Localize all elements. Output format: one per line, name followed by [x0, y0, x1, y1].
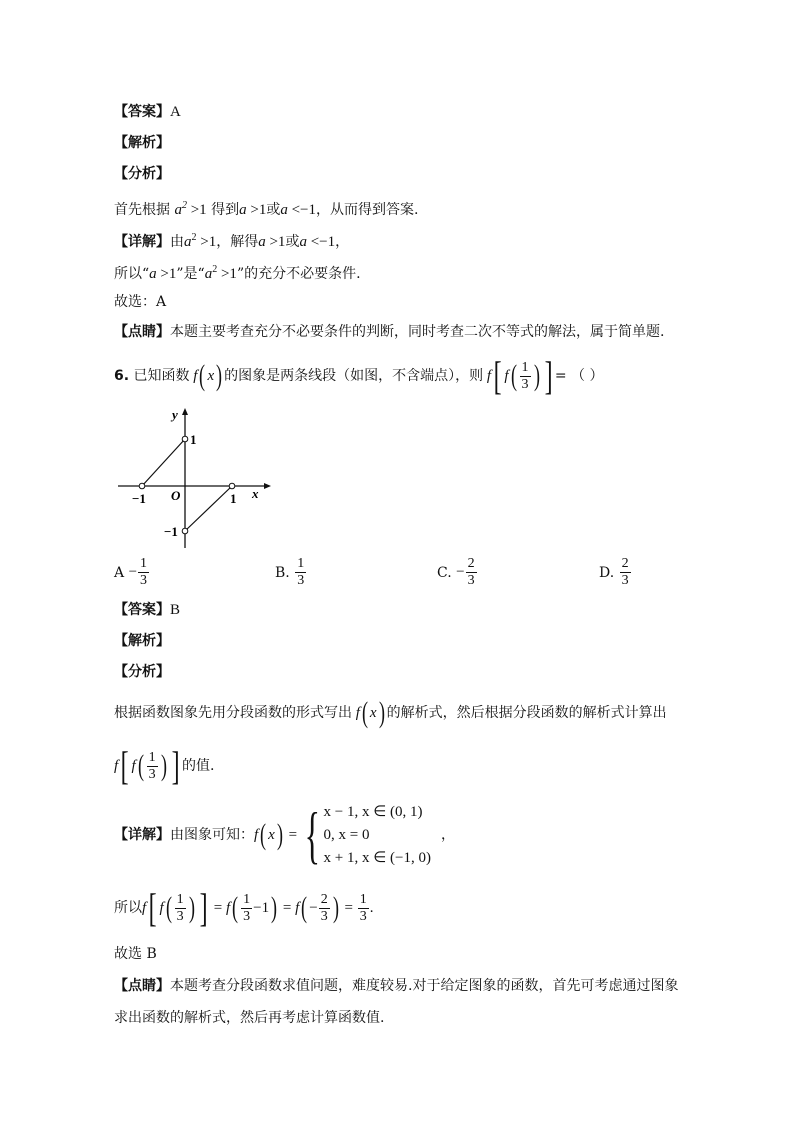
comment-tag: 【点睛】 [114, 978, 170, 994]
option-fraction: $\frac{1}{3}$ [140, 556, 148, 588]
option-fraction: $\frac{1}{3}$ [297, 556, 305, 588]
piecewise-cases [324, 801, 431, 870]
y-axis-label: y [172, 407, 178, 422]
function-graph [114, 405, 274, 550]
fenxi-text: 的解析式，然后根据分段函数的解析式计算出 [386, 705, 667, 721]
case-row: 0, x = 0 [323, 826, 370, 843]
option-a[interactable] [114, 556, 150, 589]
option-letter: A [114, 564, 125, 581]
detail-text: ，解得 [216, 234, 259, 250]
fenxi-text: 得到 [211, 202, 240, 218]
question-number: 6. [114, 368, 130, 384]
stem-text: = （ ） [554, 368, 604, 384]
option-c[interactable] [437, 556, 478, 589]
y-axis-arrow [182, 408, 188, 415]
tick-x-neg: −1 [132, 491, 146, 506]
answer-tag: 【答案】 [114, 104, 170, 120]
comment-tag: 【点睛】 [114, 324, 170, 340]
open-point [139, 483, 145, 489]
fenxi-text: 或 [266, 202, 281, 218]
fenxi-text: 的值. [182, 758, 215, 774]
so-text: ”是“ [176, 266, 205, 282]
open-point [182, 528, 188, 534]
q5-detail-line: 【详解】由$a^2 >1$，解得a >1或a <−1， [114, 232, 350, 250]
choice-text: 故选：A [114, 294, 167, 310]
q5-answer-line [114, 102, 181, 122]
analysis-tag: 【解析】 [114, 633, 170, 649]
choice-text: 故选 B [114, 946, 157, 962]
detail-text: 由图象可知： [170, 827, 254, 843]
q5-choice-line [114, 292, 166, 312]
detail-text: 由 [170, 234, 184, 250]
case-row: x + 1, x ∈ (−1, 0) [323, 849, 432, 866]
so-text: 所以“ [114, 266, 150, 282]
open-point [229, 483, 235, 489]
origin-label: O [171, 488, 181, 503]
option-d[interactable] [599, 556, 632, 589]
comment-text: 求出函数的解析式，然后再考虑计算函数值. [114, 1010, 385, 1026]
option-letter: B. [275, 564, 290, 581]
detail-tag: 【详解】 [114, 234, 170, 250]
q6-so-line: 所以 f [ f ( $\frac{1}{3}$ ) ] = f ( $\frac{1}{3}$ −1 ) = f ( − $\frac{2}{3}$ ) = $\frac{1}{3}$ . [114, 885, 374, 930]
so-text: ”的充分不必要条件. [236, 266, 361, 282]
q6-fenxi-text-2: f [ f ( $\frac{1}{3}$ ) ] 的值. [114, 743, 215, 788]
x-axis-label: x [252, 486, 259, 501]
q5-fenxi-text: 首先根据 $a^2 >1$ 得到a >1或a <−1，从而得到答案. [114, 200, 419, 218]
detail-tag: 【详解】 [114, 827, 170, 843]
fenxi-tag: 【分析】 [114, 664, 170, 680]
tick-y-pos: 1 [190, 432, 197, 447]
math-a-squared: $a^2$ [174, 200, 187, 218]
option-letter: D. [599, 564, 615, 581]
case-row: x − 1, x ∈ (0, 1) [323, 803, 423, 820]
comment-text: 本题考查分段函数求值问题，难度较易.对于给定图象的函数，首先可考虑通过图象 [170, 978, 679, 994]
q5-fenxi-tag-line [114, 164, 170, 184]
detail-text: 或 [285, 234, 300, 250]
answer-tag: 【答案】 [114, 602, 170, 618]
detail-text: ， [335, 234, 350, 250]
tick-y-neg: −1 [164, 524, 178, 539]
fenxi-tag: 【分析】 [114, 166, 170, 182]
q5-so-line: 所以“a >1”是“$a^2 >1$”的充分不必要条件. [114, 264, 361, 282]
q6-analysis-line [114, 631, 170, 651]
q6-comment-line-2 [114, 1008, 384, 1028]
segment-left [142, 439, 185, 486]
segment-right [185, 486, 232, 531]
fenxi-text: 首先根据 [114, 202, 170, 218]
analysis-tag: 【解析】 [114, 135, 170, 151]
answer-value: B [170, 602, 181, 618]
so-text: 所以 [114, 900, 142, 916]
fenxi-text: ，从而得到答案. [316, 202, 419, 218]
option-letter: C. [437, 564, 452, 581]
cases-brace: { [304, 799, 320, 870]
q6-answer-line [114, 600, 180, 620]
fenxi-text: 根据函数图象先用分段函数的形式写出 [114, 705, 352, 721]
q6-fenxi-tag-line [114, 662, 170, 682]
q6-detail-line: 【详解】 由图象可知： f ( x ) = { x − 1, x ∈ (0, 1) 0, x = 0 x + 1, x ∈ (−1, 0) ， [114, 799, 456, 870]
open-point [182, 436, 188, 442]
stem-text: 的图象是两条线段（如图，不含端点），则 [224, 368, 484, 384]
q6-comment-line-1 [114, 976, 678, 996]
q5-comment-line [114, 322, 664, 342]
answer-value: A [170, 104, 181, 120]
option-sign: − [128, 564, 138, 580]
x-axis-arrow [264, 483, 271, 489]
option-b[interactable] [275, 556, 307, 589]
comment-text: 本题主要考查充分不必要条件的判断，同时考查二次不等式的解法，属于简单题. [170, 324, 665, 340]
option-sign: − [456, 564, 465, 580]
option-fraction: $\frac{2}{3}$ [621, 556, 629, 588]
detail-text: ， [441, 827, 456, 843]
q6-stem: 6. 已知函数 f ( x ) 的图象是两条线段（如图，不含端点），则 f [ f ( $\frac{1}{3}$ ) ] = （ ） [114, 353, 604, 398]
q6-fenxi-text-1: 根据函数图象先用分段函数的形式写出 f ( x ) 的解析式，然后根据分段函数的解析式计算出 [114, 696, 667, 729]
q5-analysis-line [114, 133, 170, 153]
stem-text: 已知函数 [133, 368, 190, 384]
option-fraction: $\frac{2}{3}$ [467, 556, 475, 588]
q6-choice-line [114, 944, 157, 964]
tick-x-pos: 1 [230, 491, 237, 506]
